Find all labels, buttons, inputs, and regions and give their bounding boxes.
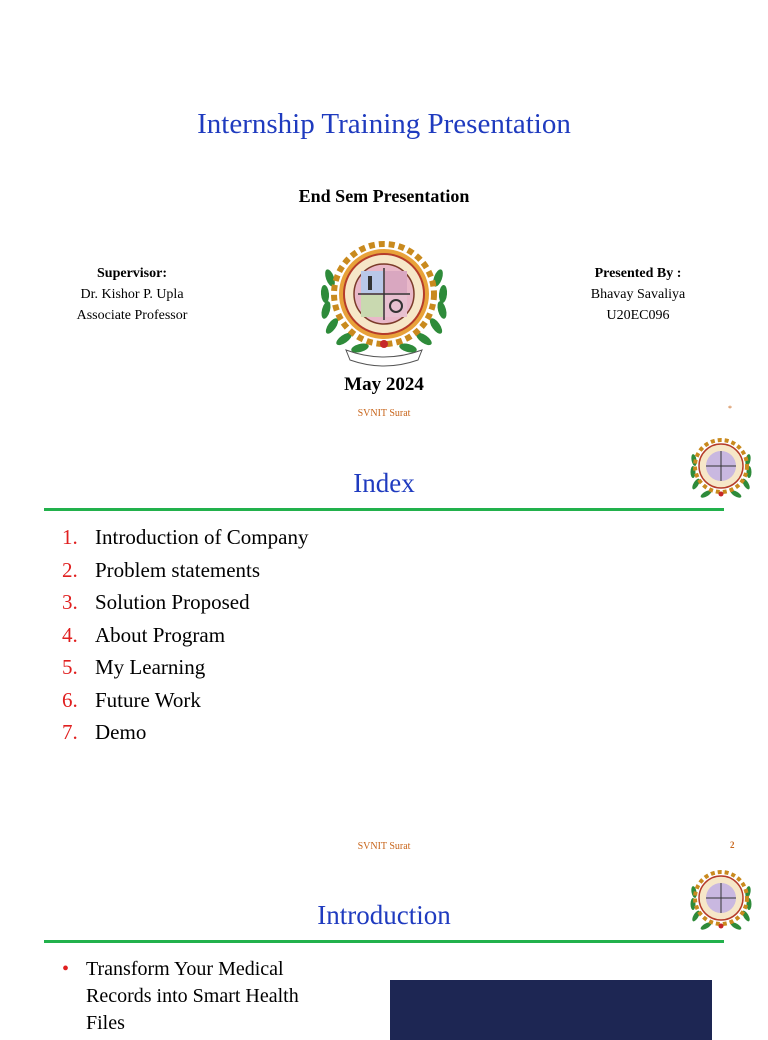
slide1-footer: SVNIT Surat <box>357 408 411 419</box>
supervisor-designation: Associate Professor <box>76 308 188 323</box>
supervisor-name: Dr. Kishor P. Upla <box>80 287 184 302</box>
list-item <box>62 652 308 685</box>
presentation-date: May 2024 <box>344 374 424 395</box>
item-label: Solution Proposed <box>95 590 250 614</box>
item-number: 6. <box>62 687 78 712</box>
item-label: My Learning <box>95 655 206 679</box>
list-item <box>62 587 308 620</box>
slide2-title: Index <box>353 468 415 498</box>
slide3-title: Introduction <box>317 900 451 930</box>
item-label: About Program <box>95 622 226 647</box>
item-label: Future Work <box>95 687 201 712</box>
presenter-id: U20EC096 <box>606 308 670 323</box>
index-list <box>62 522 308 750</box>
slide2-footer: SVNIT Surat <box>357 841 411 852</box>
item-number: 5. <box>62 655 78 679</box>
item-label: Demo <box>95 720 147 744</box>
item-label: Problem statements <box>95 557 261 582</box>
intro-bullet <box>62 956 342 1037</box>
item-number: 7. <box>62 720 78 744</box>
slide1-page-number: * <box>728 404 732 413</box>
item-number: 2. <box>62 557 78 582</box>
list-item <box>62 717 308 750</box>
slide1-title: Internship Training Presentation <box>197 108 571 140</box>
supervisor-block <box>62 263 202 326</box>
slide3-divider <box>44 940 724 943</box>
presenter-block <box>568 263 708 326</box>
item-number: 1. <box>62 525 78 549</box>
slide2-divider <box>44 508 724 511</box>
supervisor-label: Supervisor: <box>97 266 167 281</box>
presenter-name: Bhavay Savaliya <box>590 287 686 302</box>
slide2-page-number: 2 <box>730 840 735 850</box>
presenter-label: Presented By : <box>594 266 682 281</box>
list-item <box>62 522 308 555</box>
slide1-subtitle: End Sem Presentation <box>298 186 470 206</box>
list-item <box>62 620 308 653</box>
item-number: 3. <box>62 590 78 614</box>
intro-bullet-text: Transform Your Medical Records into Smart Health Files <box>86 958 299 1034</box>
item-number: 4. <box>62 622 78 647</box>
list-item <box>62 555 308 588</box>
item-label: Introduction of Company <box>95 525 309 549</box>
bullet-marker: • <box>62 958 70 980</box>
svnit-emblem-icon <box>316 238 452 370</box>
intro-image-panel <box>390 980 712 1040</box>
list-item <box>62 685 308 718</box>
